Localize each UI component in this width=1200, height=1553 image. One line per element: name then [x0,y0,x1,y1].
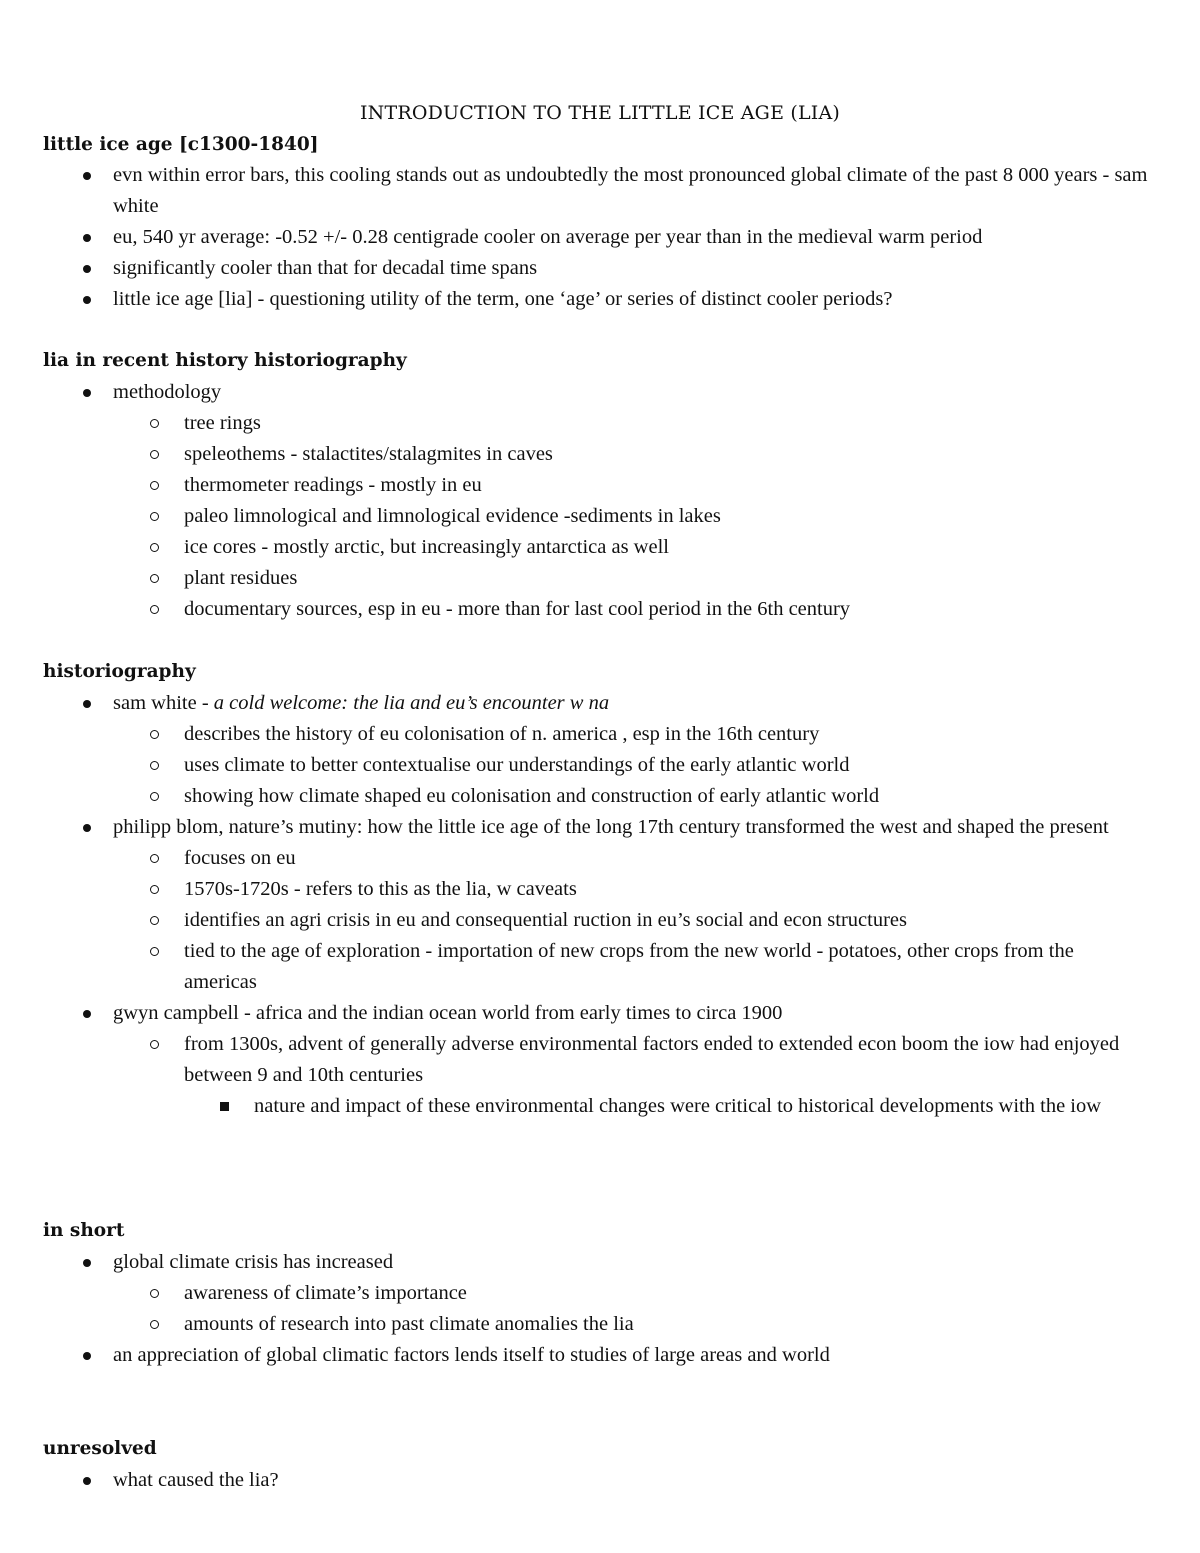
sub-list-item: tree rings [0,408,1200,439]
book-title: a cold welcome: the lia and eu’s encounter w na [213,692,610,714]
sub-list-item: tied to the age of exploration - importation of new crops from the new world - potatoes, other crops from the americas [0,936,1200,998]
sub-list-item: thermometer readings - mostly in eu [0,470,1200,501]
list-item: significantly cooler than that for decadal time spans [0,253,1200,284]
sub-list-item: amounts of research into past climate anomalies the lia [0,1309,1200,1340]
sub-list-item: showing how climate shaped eu colonisation and construction of early atlantic world [0,781,1200,812]
sub-list-item: from 1300s, advent of generally adverse environmental factors ended to extended econ boom the iow had enjoyed between 9 and 10th centuries [0,1029,1200,1091]
list-item [0,688,1200,719]
list-item: evn within error bars, this cooling stands out as undoubtedly the most pronounced global climate of the past 8 000 years - sam white [0,160,1200,222]
sub-list-item: documentary sources, esp in eu - more than for last cool period in the 6th century [0,594,1200,625]
sub-sub-list-item: nature and impact of these environmental changes were critical to historical developments with the iow [0,1091,1200,1122]
bullet-list [0,688,1200,1122]
section-heading: unresolved [43,1438,157,1459]
list-item: methodology [0,377,1200,408]
sub-list-item: describes the history of eu colonisation of n. america , esp in the 16th century [0,719,1200,750]
list-item: philipp blom, nature’s mutiny: how the little ice age of the long 17th century transformed the west and shaped the present [0,812,1200,843]
author-text: sam white - [113,692,214,714]
bullet-list [0,377,1200,625]
sub-list-item: awareness of climate’s importance [0,1278,1200,1309]
sub-list-item: identifies an agri crisis in eu and consequential ruction in eu’s social and econ structures [0,905,1200,936]
list-item: an appreciation of global climatic factors lends itself to studies of large areas and world [0,1340,1200,1371]
sub-list-item: ice cores - mostly arctic, but increasingly antarctica as well [0,532,1200,563]
sub-list-item: plant residues [0,563,1200,594]
section-heading: historiography [43,661,196,682]
sub-list-item: paleo limnological and limnological evidence -sediments in lakes [0,501,1200,532]
list-item: global climate crisis has increased [0,1247,1200,1278]
list-item: gwyn campbell - africa and the indian ocean world from early times to circa 1900 [0,998,1200,1029]
section-heading: little ice age [c1300-1840] [43,134,319,155]
section-heading: lia in recent history historiography [43,350,407,371]
sub-list-item: speleothems - stalactites/stalagmites in caves [0,439,1200,470]
sub-list-item: focuses on eu [0,843,1200,874]
page-title: INTRODUCTION TO THE LITTLE ICE AGE (LIA) [359,102,841,124]
bullet-list [0,1465,1200,1496]
bullet-list [0,160,1200,315]
sub-list-item: 1570s-1720s - refers to this as the lia, w caveats [0,874,1200,905]
list-item: what caused the lia? [0,1465,1200,1496]
section-heading: in short [43,1220,125,1241]
list-item: little ice age [lia] - questioning utility of the term, one ‘age’ or series of distinct cooler periods? [0,284,1200,315]
list-item: eu, 540 yr average: -0.52 +/- 0.28 centigrade cooler on average per year than in the medieval warm period [0,222,1200,253]
bullet-list [0,1247,1200,1371]
sub-list-item: uses climate to better contextualise our understandings of the early atlantic world [0,750,1200,781]
